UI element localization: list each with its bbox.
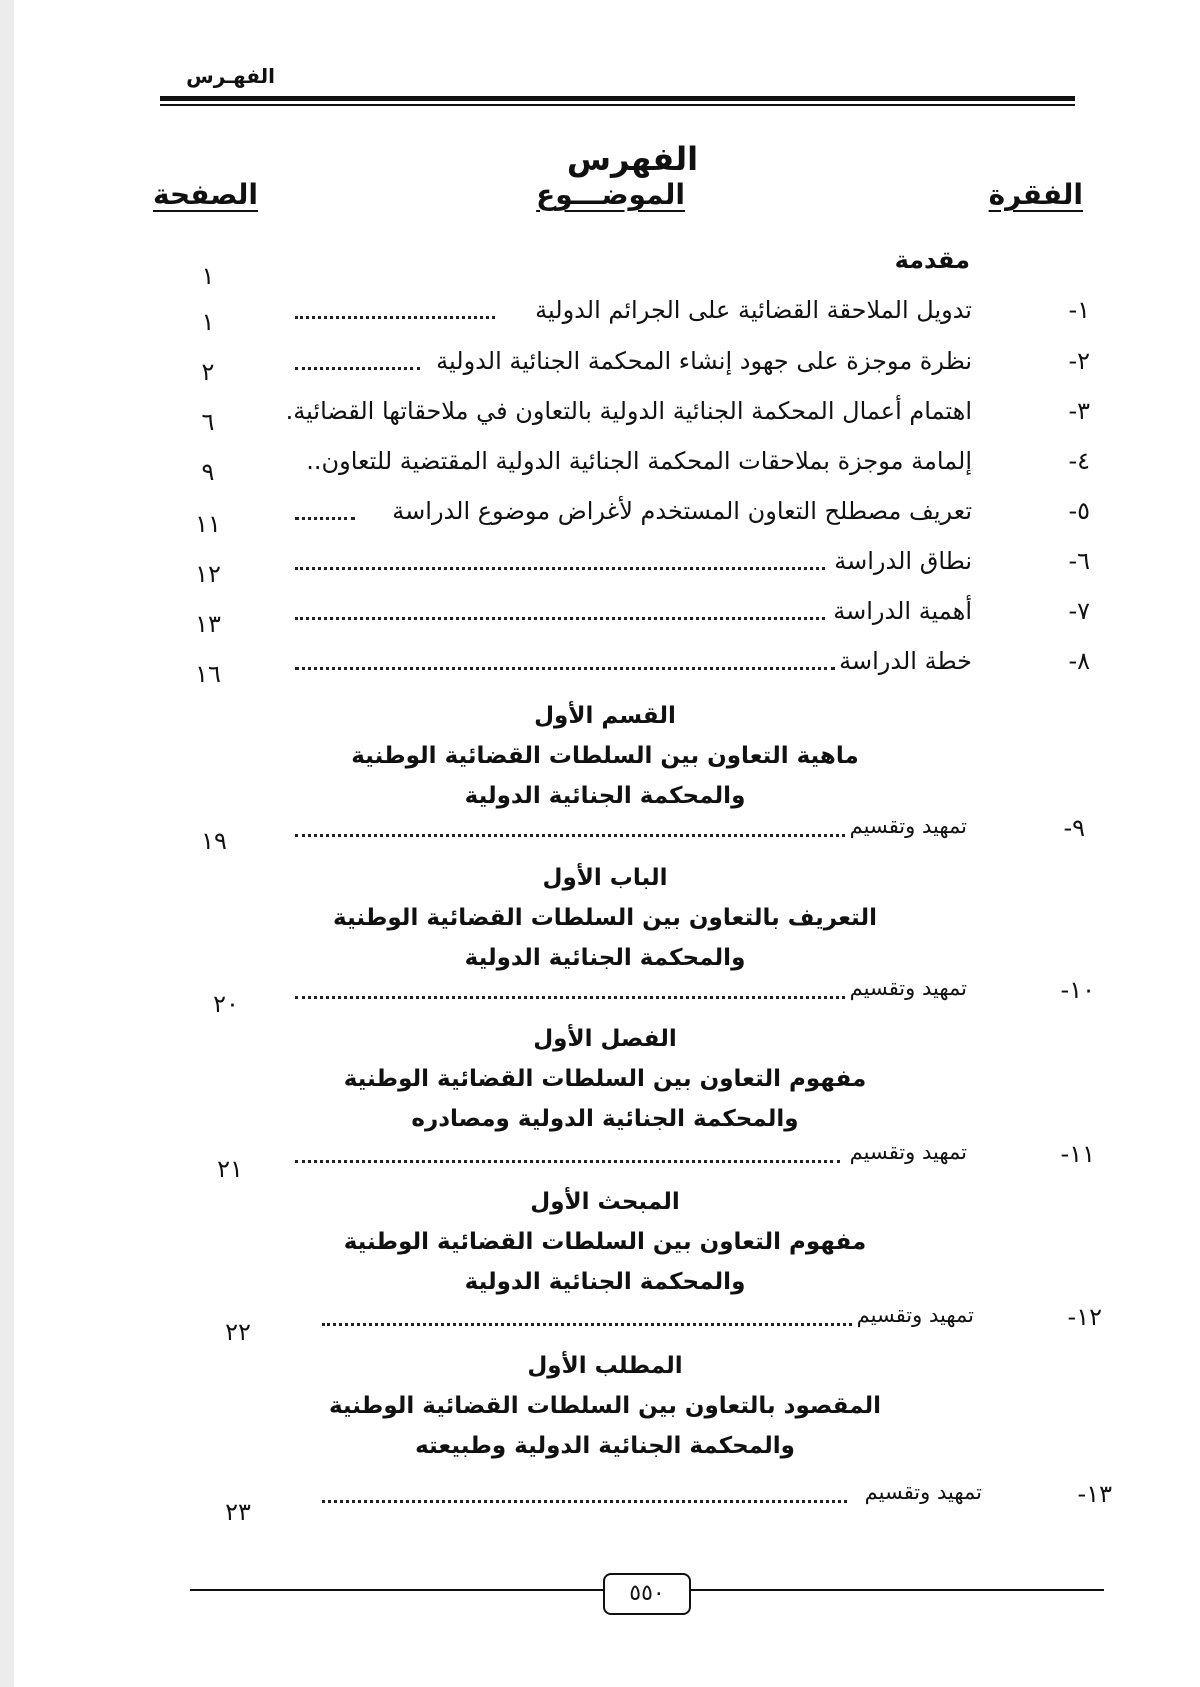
entry-number: ٨- bbox=[1068, 647, 1090, 675]
leader-dots bbox=[295, 611, 825, 620]
entry-title: تمهيد وتقسيم bbox=[849, 976, 967, 1000]
section-heading bbox=[0, 1019, 1200, 1139]
page-title: الفهرس bbox=[566, 140, 699, 178]
leader-dots bbox=[295, 1154, 840, 1163]
entry-page: ١ bbox=[201, 308, 215, 336]
intro-label: مقدمة bbox=[894, 246, 970, 274]
entry-number: ٥- bbox=[1068, 497, 1090, 525]
leader-dots bbox=[295, 990, 845, 999]
toc-entry[interactable] bbox=[290, 296, 1090, 336]
section-heading bbox=[0, 1182, 1200, 1302]
entry-number: ٤- bbox=[1068, 447, 1090, 475]
toc-entry[interactable] bbox=[292, 1480, 1112, 1520]
column-head-subject: الموضـــوع bbox=[536, 178, 685, 211]
footer-rule-right bbox=[689, 1589, 1104, 1591]
leader-dots bbox=[322, 1317, 852, 1326]
section-heading-line: والمحكمة الجنائية الدولية bbox=[464, 783, 746, 809]
entry-title: إلمامة موجزة بملاحقات المحكمة الجنائية الدولية المقتضية للتعاون.. bbox=[306, 447, 972, 475]
section-heading bbox=[0, 696, 1200, 816]
entry-number: ٧- bbox=[1068, 597, 1090, 625]
entry-title: نظرة موجزة على جهود إنشاء المحكمة الجنائية الدولية bbox=[436, 347, 972, 375]
entry-page: ٢٠ bbox=[213, 990, 239, 1018]
running-header: الفهـرس bbox=[186, 64, 275, 88]
section-heading-line: مفهوم التعاون بين السلطات القضائية الوطنية bbox=[343, 1229, 867, 1255]
entry-number: ١- bbox=[1068, 296, 1090, 324]
entry-number: ٢- bbox=[1068, 347, 1090, 375]
leader-dots bbox=[295, 310, 495, 319]
section-heading-line: والمحكمة الجنائية الدولية وطبيعته bbox=[415, 1433, 795, 1459]
column-head-page: الصفحة bbox=[152, 178, 258, 211]
footer-rule-left bbox=[190, 1589, 603, 1591]
toc-entry[interactable] bbox=[290, 647, 1090, 687]
intro-row bbox=[170, 246, 970, 286]
toc-entry[interactable] bbox=[285, 976, 1095, 1016]
entry-number: ١٢- bbox=[1067, 1303, 1102, 1331]
toc-entry[interactable] bbox=[285, 814, 1085, 854]
toc-entry[interactable] bbox=[290, 547, 1090, 587]
toc-entry[interactable] bbox=[285, 397, 1090, 437]
section-heading-line: المبحث الأول bbox=[530, 1189, 680, 1215]
entry-title: تمهيد وتقسيم bbox=[856, 1303, 974, 1327]
leader-dots bbox=[295, 661, 835, 670]
section-heading bbox=[0, 1346, 1200, 1466]
entry-page: ١٢ bbox=[195, 560, 221, 588]
toc-entry[interactable] bbox=[290, 497, 1090, 537]
entry-number: ٦- bbox=[1068, 547, 1090, 575]
entry-page: ١٦ bbox=[195, 660, 221, 688]
leader-dots bbox=[295, 511, 355, 520]
entry-number: ٣- bbox=[1068, 397, 1090, 425]
footer-page-number: ٥٥٠ bbox=[603, 1573, 691, 1615]
section-heading-line: المطلب الأول bbox=[527, 1353, 683, 1379]
section-heading-line: الفصل الأول bbox=[533, 1026, 677, 1052]
section-heading-line: والمحكمة الجنائية الدولية bbox=[464, 945, 746, 971]
entry-number: ١٠- bbox=[1060, 976, 1095, 1004]
header-rule-thick bbox=[160, 96, 1075, 101]
entry-title: تدويل الملاحقة القضائية على الجرائم الدولية bbox=[535, 296, 972, 324]
entry-number: ١١- bbox=[1060, 1140, 1095, 1168]
entry-page: ١٣ bbox=[195, 610, 221, 638]
entry-title: اهتمام أعمال المحكمة الجنائية الدولية بالتعاون في ملاحقاتها القضائية. bbox=[285, 397, 972, 425]
entry-title: تعريف مصطلح التعاون المستخدم لأغراض موضوع الدراسة bbox=[392, 497, 972, 525]
toc-entry[interactable] bbox=[290, 447, 1090, 487]
entry-page: ٢٢ bbox=[225, 1318, 251, 1346]
entry-title: تمهيد وتقسيم bbox=[864, 1480, 982, 1504]
entry-page: ١٩ bbox=[201, 827, 227, 855]
section-heading-line: المقصود بالتعاون بين السلطات القضائية الوطنية bbox=[328, 1393, 882, 1419]
leader-dots bbox=[295, 361, 420, 370]
entry-page: ١١ bbox=[195, 510, 221, 538]
section-heading-line: مفهوم التعاون بين السلطات القضائية الوطنية bbox=[343, 1066, 867, 1092]
entry-title: نطاق الدراسة bbox=[834, 547, 972, 575]
leader-dots bbox=[322, 1494, 847, 1503]
entry-number: ٩- bbox=[1063, 814, 1085, 842]
entry-title: أهمية الدراسة bbox=[833, 597, 972, 625]
entry-number: ١٣- bbox=[1077, 1480, 1112, 1508]
section-heading-line: والمحكمة الجنائية الدولية bbox=[464, 1269, 746, 1295]
entry-page: ٢٣ bbox=[225, 1498, 251, 1526]
toc-entry[interactable] bbox=[290, 347, 1090, 387]
toc-entry[interactable] bbox=[292, 1303, 1102, 1343]
toc-entry[interactable] bbox=[290, 597, 1090, 637]
entry-page: ٩ bbox=[201, 458, 215, 486]
section-heading bbox=[0, 858, 1200, 978]
toc-entry[interactable] bbox=[285, 1140, 1095, 1180]
entry-page: ٦ bbox=[201, 408, 215, 436]
header-rule-thin bbox=[160, 104, 1075, 106]
section-heading-line: والمحكمة الجنائية الدولية ومصادره bbox=[411, 1106, 799, 1132]
entry-page: ٢ bbox=[201, 358, 215, 386]
entry-title: تمهيد وتقسيم bbox=[849, 814, 967, 838]
leader-dots bbox=[295, 561, 825, 570]
section-heading-line: القسم الأول bbox=[534, 703, 676, 729]
section-heading-line: الباب الأول bbox=[542, 865, 668, 891]
intro-page: ١ bbox=[201, 262, 215, 290]
entry-title: تمهيد وتقسيم bbox=[849, 1140, 967, 1164]
column-head-paragraph: الفقرة bbox=[988, 178, 1083, 211]
section-heading-line: التعريف بالتعاون بين السلطات القضائية الوطنية bbox=[333, 905, 877, 931]
entry-page: ٢١ bbox=[217, 1155, 243, 1183]
entry-title: خطة الدراسة bbox=[839, 647, 972, 675]
section-heading-line: ماهية التعاون بين السلطات القضائية الوطنية bbox=[351, 743, 859, 769]
leader-dots bbox=[295, 828, 845, 837]
